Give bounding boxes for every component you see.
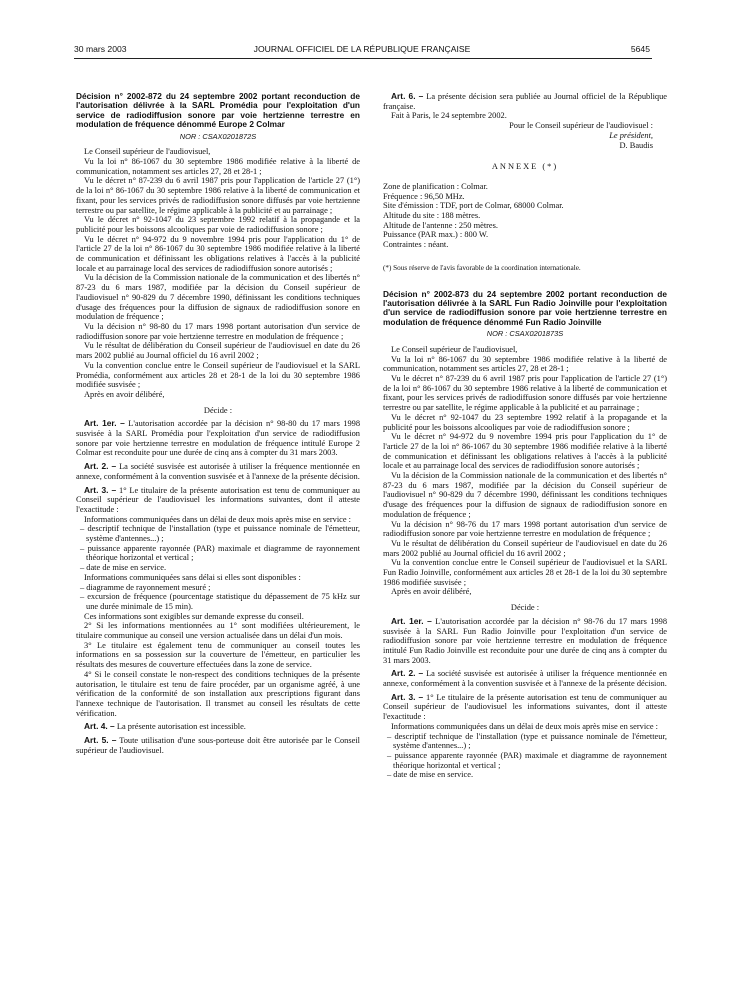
visa-line: Après en avoir délibéré,: [84, 389, 165, 399]
visa-line: Vu le décret n° 92-1047 du 23 septembre 1992 relatif à la propagande et la publicité pour les boissons alcooliques par voie de radiodiffusion sonore ;: [76, 215, 360, 234]
annexe-line: Zone de planification : Colmar.: [383, 181, 488, 191]
decide-heading: Décide :: [203, 405, 233, 415]
visa-line: Le Conseil supérieur de l'audiovisuel,: [391, 344, 518, 354]
visa-line: Vu le décret n° 94-972 du 9 novembre 1994 pris pour l'application du 1° de l'article 27 de la loi n° 86-1067 du 30 septembre 1986 modifiée relative à la liberté de communication et définissant les obligations relatives à l'accès à la publicité locale et au parrainage local des services de radiodiffusion sonore autorisés ;: [76, 234, 360, 273]
visa-line: Vu la décision de la Commission nationale de la communication et des libertés n° 87-23 du 6 mars 1987, modifiée par la décision du Conseil supérieur de l'audiovisuel n° 90-829 du 7 décembre 1990, définissant les conditions techniques d'usage des fréquences pour la diffusion de signaux de radiodiffusion sonore en modulation de fréquence ;: [76, 273, 360, 322]
left-column: [76, 92, 360, 987]
visa-line: Vu la décision n° 98-76 du 17 mars 1998 portant autorisation d'un service de radiodiffusion sonore par voie hertzienne terrestre en modulation de fréquence ;: [383, 519, 667, 539]
annexe-heading: ANNEXE (*): [491, 162, 559, 172]
info-delay-intro: Informations communiquées dans un délai de deux mois après mise en service :: [84, 514, 351, 524]
visa-line: Vu le décret n° 87-239 du 6 avril 1987 pris pour l'application de l'article 27 (1°) de la loi n° 86-1067 du 30 septembre 1986 relative à la liberté de communication et fixant, pour les services privés de radiodiffusion sonore diffusés par voie hertzienne terrestre ou par satellite, le régime applicable à la publicité et au parrainage ;: [383, 373, 667, 413]
article-2: Art. 2. – La société susvisée est autorisée à utiliser la fréquence mentionnée en annexe, conformément à la convention susvisée et à l'annexe de la présente décision.: [383, 668, 667, 689]
visa-line: Vu la décision de la Commission nationale de la communication et des libertés n° 87-23 du 6 mars 1987, modifiée par la décision du Conseil supérieur de l'audiovisuel n° 90-829 du 7 décembre 1990, définissant les conditions techniques d'usage des fréquences pour la diffusion de signaux de radiodiffusion sonore en modulation de fréquence ;: [383, 471, 667, 519]
signature-role: Le président,: [609, 130, 653, 140]
visa-line: Le Conseil supérieur de l'audiovisuel,: [84, 147, 211, 157]
decision-872-title: Décision n° 2002-872 du 24 septembre 2002 portant reconduction de l'autorisation délivrée à la SARL Promédia pour l'exploitation d'un service de radiodiffusion sonore par voie hertzienne terrestre en modulation de fréquence dénommé Europe 2 Colmar: [76, 91, 360, 130]
info-nodelay-intro: Informations communiquées sans délai si elles sont disponibles :: [84, 572, 301, 582]
annexe-line: Site d'émission : TDF, port de Colmar, 68000 Colmar.: [383, 201, 564, 211]
page-header: [74, 44, 650, 58]
article-4: Art. 4. – La présente autorisation est incessible.: [84, 721, 246, 732]
article-3-paragraph: 4° Si le conseil constate le non-respect des conditions techniques de la présente autorisation, le titulaire est tenu de faire procéder, par un organisme agréé, à une vérification de la conformité de son installation aux prescriptions figurant dans l'annexe technique de l'autorisation. Il transmet au conseil les résultats de cette vérification.: [76, 669, 360, 718]
article-3-paragraph: Ces informations sont exigibles sur demande expresse du conseil.: [84, 611, 304, 621]
header-journal-title: JOURNAL OFFICIEL DE LA RÉPUBLIQUE FRANÇAISE: [253, 44, 471, 54]
decision-873-title: Décision n° 2002-873 du 24 septembre 2002 portant reconduction de l'autorisation délivrée à la SARL Fun Radio Joinville pour l'exploitation d'un service de radiodiffusion sonore par voie hertzienne terrestre en modulation de fréquence dénommé Fun Radio Joinville: [383, 288, 667, 327]
article-3-paragraph: 3° Le titulaire est également tenu de communiquer au conseil toutes les informations en sa possession sur la couverture de l'émetteur, en particulier les résultats des mesures de couverture effectuées dans la zone de service.: [76, 640, 360, 670]
signature-pour: Pour le Conseil supérieur de l'audiovisuel :: [509, 121, 653, 131]
annexe-line: Contraintes : néant.: [383, 240, 449, 250]
annexe-line: Altitude de l'antenne : 250 mètres.: [383, 220, 499, 230]
visa-line: Vu la loi n° 86-1067 du 30 septembre 1986 modifiée relative à la liberté de communication, notamment ses articles 27, 28 et 28-1 ;: [76, 157, 360, 176]
visa-line: Après en avoir délibéré,: [391, 587, 472, 597]
article-5: Art. 5. – Toute utilisation d'une sous-porteuse doit être autorisée par le Conseil supérieur de l'audiovisuel.: [76, 735, 360, 755]
article-3: Art. 3. – 1° Le titulaire de la présente autorisation est tenu de communiquer au Conseil supérieur de l'audiovisuel les informations suivantes, dont il atteste l'exactitude :: [76, 484, 360, 514]
visa-line: Vu la décision n° 98-80 du 17 mars 1998 portant autorisation d'un service de radiodiffusion sonore par voie hertzienne terrestre en modulation de fréquence ;: [76, 321, 360, 341]
visa-line: Vu la convention conclue entre le Conseil supérieur de l'audiovisuel et la SARL Promédia, conformément aux articles 28 et 28-1 de la loi du 30 septembre 1986 modifiée susvisée ;: [76, 360, 360, 390]
visa-line: Vu le décret n° 94-972 du 9 novembre 1994 pris pour l'application du 1° de l'article 27 de la loi n° 86-1067 du 30 septembre 1986 modifiée relative à la liberté de communication et définissant les obligations relatives à l'accès à la publicité locale et au parrainage local des services de radiodiffusion sonore autorisés ;: [383, 432, 667, 471]
decision-872-nor: NOR : CSAX0201872S: [179, 131, 257, 141]
decision-873-nor: NOR : CSAX0201873S: [486, 329, 564, 339]
visa-line: Vu le décret n° 87-239 du 6 avril 1987 pris pour l'application de l'article 27 (1°) de la loi n° 86-1067 du 30 septembre 1986 relative à la liberté de communication et fixant, pour les services privés de radiodiffusion sonore diffusés par voie hertzienne terrestre ou par satellite, le régime applicable à la publicité et au parrainage ;: [76, 176, 360, 215]
article-3-paragraph: 2° Si les informations mentionnées au 1° sont modifiées ultérieurement, le titulaire communique au conseil une version actualisée dans un délai d'un mois.: [76, 621, 360, 641]
annexe-footnote: (*) Sous réserve de l'avis favorable de la coordination internationale.: [383, 263, 581, 272]
annexe-line: Altitude du site : 188 mètres.: [383, 211, 481, 221]
visa-line: Vu la loi n° 86-1067 du 30 septembre 1986 modifiée relative à la liberté de communication, notamment ses articles 27, 28 et 28-1 ;: [383, 354, 667, 374]
info-list-item: – descriptif technique de l'installation (type et puissance nominale de l'émetteur, système d'antennes...) ;: [80, 524, 360, 544]
header-rule: [74, 58, 652, 59]
info-list-item: – excursion de fréquence (pourcentage statistique du dépassement de 75 kHz sur une durée minimale de 15 min).: [80, 592, 360, 611]
info-list-item: – date de mise en service.: [387, 770, 474, 780]
visa-line: Vu le résultat de délibération du Conseil supérieur de l'audiovisuel en date du 26 mars 2002 publié au Journal officiel du 16 avril 2002 ;: [383, 538, 667, 558]
article-2: Art. 2. – La société susvisée est autorisée à utiliser la fréquence mentionnée en annexe, conformément à la convention susvisée et à l'annexe de la présente décision.: [76, 461, 360, 481]
annexe-line: Fréquence : 96,50 MHz.: [383, 191, 465, 201]
article-1: Art. 1er. – L'autorisation accordée par la décision n° 98-76 du 17 mars 1998 susvisée à la SARL Fun Radio Joinville pour l'exploitation d'un service de radiodiffusion sonore par voie hertzienne terrestre en modulation de fréquence intitulé Fun Radio Joinville est reconduite pour une durée de cinq ans à compter du 31 mars 2003.: [383, 615, 668, 665]
fait-a-paris: Fait à Paris, le 24 septembre 2002.: [391, 111, 507, 121]
annexe-line: Puissance (PAR max.) : 800 W.: [383, 230, 489, 240]
visa-line: Vu le résultat de délibération du Conseil supérieur de l'audiovisuel en date du 26 mars 2002 publié au Journal officiel du 16 avril 2002 ;: [76, 341, 360, 361]
info-list-item: – puissance apparente rayonnée (PAR) maximale et diagramme de rayonnement théorique horizontal et vertical ;: [80, 543, 360, 563]
visa-line: Vu la convention conclue entre le Conseil supérieur de l'audiovisuel et la SARL Fun Radio Joinville, conformément aux articles 28 et 28-1 de la loi du 30 septembre 1986 modifiée susvisée ;: [383, 558, 667, 587]
header-date: 30 mars 2003: [74, 44, 127, 54]
info-list-item: – diagramme de rayonnement mesuré ;: [80, 582, 211, 592]
info-list-item: – date de mise en service.: [80, 563, 167, 573]
article-3: Art. 3. – 1° Le titulaire de la présente autorisation est tenu de communiquer au Conseil supérieur de l'audiovisuel les informations suivantes, dont il atteste l'exactitude :: [383, 691, 667, 722]
signature-name: D. Baudis: [619, 140, 653, 150]
visa-line: Vu le décret n° 92-1047 du 23 septembre 1992 relatif à la propagande et la publicité pour les boissons alcooliques par voie de radiodiffusion sonore ;: [383, 412, 667, 432]
right-column: [383, 92, 667, 987]
info-list-item: – descriptif technique de l'installation (type et puissance nominale de l'émetteur, système d'antennes...) ;: [387, 731, 667, 751]
article-1: Art. 1er. – L'autorisation accordée par la décision n° 98-80 du 17 mars 1998 susvisée à la SARL Promédia pour l'exploitation d'un service de radiodiffusion sonore par voie hertzienne terrestre en modulation de fréquence intitulé Europe 2 Colmar est reconduite pour une durée de cinq ans à compter du 31 mars 2003.: [76, 418, 361, 458]
info-list-item: – puissance apparente rayonnée (PAR) maximale et diagramme de rayonnement théorique horizontal et vertical ;: [387, 751, 667, 770]
decide-heading: Décide :: [510, 603, 540, 613]
header-page-number: 5645: [630, 44, 650, 54]
article-6: Art. 6. – La présente décision sera publiée au Journal officiel de la République française.: [383, 91, 667, 111]
info-delay-intro: Informations communiquées dans un délai de deux mois après mise en service :: [391, 721, 658, 731]
